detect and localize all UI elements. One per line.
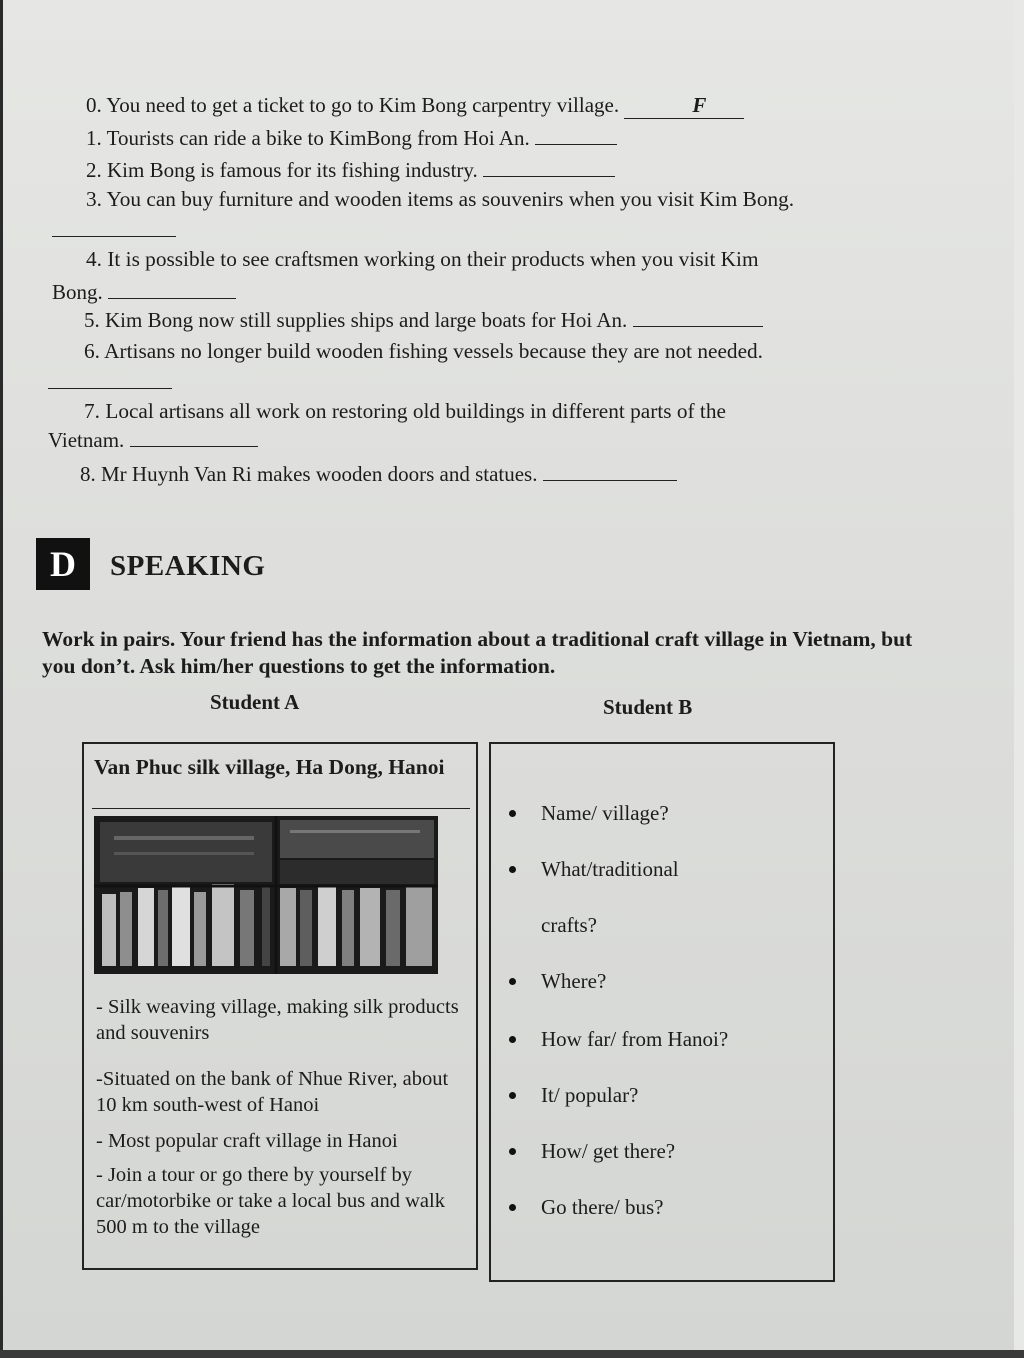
prompt-item-cont: crafts? [541,913,597,937]
exercise-item-3: 3. You can buy furniture and wooden items as souvenirs when you visit Kim Bong. [86,187,795,211]
student-a-label: Student A [210,690,300,714]
answer-field-1[interactable] [535,124,617,145]
student-b-label: Student B [603,695,693,719]
section-letter-badge: D [36,538,90,590]
exercise-item-8: 8. Mr Huynh Van Ri makes wooden doors and statues. [80,460,677,487]
prompt-item: Where? [541,968,606,994]
exercise-item-1: 1. Tourists can ride a bike to KimBong from Hoi An. [86,124,617,151]
page-edge-right [1014,0,1024,1358]
fact-item: - Most popular craft village in Hanoi [96,1130,398,1152]
exercise-item-6: 6. Artisans no longer build wooden fishing vessels because they are not needed. [84,339,763,363]
bullet-icon [509,1204,516,1211]
prompt-item: Name/ village? [541,800,669,826]
answer-field-6[interactable] [48,368,172,395]
exercise-item-7: 7. Local artisans all work on restoring old buildings in different parts of the [84,399,726,423]
exercise-item-4-cont: Bong. [52,278,236,305]
student-b-card [489,742,835,1282]
exercise-item-2: 2. Kim Bong is famous for its fishing industry. [86,156,615,183]
card-title-divider [92,808,470,809]
answer-field-2[interactable] [483,156,615,177]
prompt-item: Go there/ bus? [541,1194,663,1220]
section-instruction: Work in pairs. Your friend has the information about a traditional craft village in Vietnam, but you don’t. Ask him/her questions to get the information. [42,627,913,678]
prompt-item: It/ popular? [541,1082,638,1108]
student-a-card [82,742,478,1270]
fact-item: - Join a tour or go there by yourself by car/motorbike or take a local bus and walk 500 m to the village [96,1164,445,1238]
exercise-item-0: 0. You need to get a ticket to go to Kim Bong carpentry village. F [86,92,744,119]
prompt-item: How/ get there? [541,1138,675,1164]
bullet-icon [509,1092,516,1099]
answer-field-3[interactable] [52,216,176,243]
exercise-item-7-cont: Vietnam. [48,426,258,453]
section-title: SPEAKING [110,550,266,582]
exercise-item-5: 5. Kim Bong now still supplies ships and large boats for Hoi An. [84,306,763,333]
bullet-icon [509,1036,516,1043]
silk-village-photo [94,816,438,974]
fact-item: - Silk weaving village, making silk products and souvenirs [96,996,459,1044]
answer-field-7[interactable] [130,426,258,447]
answer-field-8[interactable] [543,460,677,481]
card-title: Van Phuc silk village, Ha Dong, Hanoi [94,755,445,779]
bullet-icon [509,866,516,873]
answer-field-5[interactable] [633,306,763,327]
page-edge-left [0,0,3,1358]
bullet-icon [509,1148,516,1155]
answer-field-4[interactable] [108,278,236,299]
bullet-icon [509,810,516,817]
page-edge-bottom [0,1350,1024,1358]
exercise-item-4: 4. It is possible to see craftsmen working on their products when you visit Kim [86,247,759,271]
answer-field-0[interactable]: F [624,92,744,119]
prompt-item: How far/ from Hanoi? [541,1026,728,1052]
prompt-item: What/traditional [541,856,679,882]
bullet-icon [509,978,516,985]
fact-item: -Situated on the bank of Nhue River, about 10 km south-west of Hanoi [96,1068,449,1116]
